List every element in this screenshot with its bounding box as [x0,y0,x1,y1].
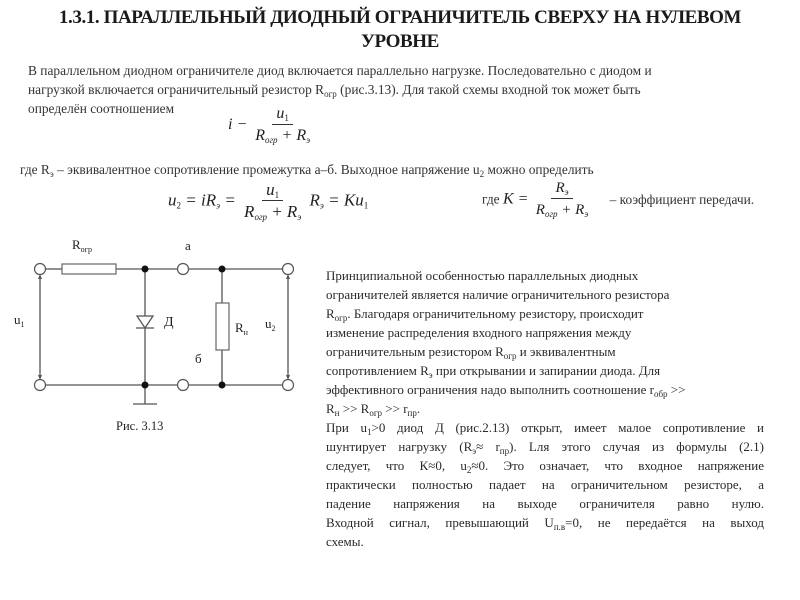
intro-line-1: В параллельном диодном ограничителе диод включается параллельно нагрузке. Последовательно с диодом и [28,63,652,78]
junction-dot [219,382,226,389]
text-line: $R_н >> R_{огр} >> r_{пр}$. [326,401,421,418]
text-line: схемы. [326,534,364,549]
junction-dot [219,266,226,273]
text-line: $R_{огр}$. Благодаря ограничительному резистору, происходит [326,306,644,323]
text-line: Принципиальной особенностью параллельных диодных [326,268,639,283]
text-line: практически полностью падает на ограничительном резисторе, а [326,477,764,492]
right-paragraph-2 [326,418,764,551]
text-line: изменение распределения входного напряжения между [326,325,632,340]
text-line: шунтирует нагрузку $(R_э\approx r_{пр})$. Lля этого случая из формулы (2.1) [326,439,765,456]
terminal-in-top [35,264,46,275]
text-line: эффективного ограничения надо выполнить соотношение $r_{обр}$ >> [326,382,686,399]
text-line: падение напряжения на выходе ограничителя равно нулю. [326,496,764,511]
right-paragraph-1 [326,266,766,418]
intro-line-2: нагрузкой включается ограничительный резистор $R_{огр}$ (рис.3.13). Для такой схемы входной ток может быть [28,82,641,99]
terminal-in-bottom [35,380,46,391]
figure-caption: Рис. 3.13 [116,419,164,433]
junction-dot [142,382,149,389]
terminal-out-bottom [283,380,294,391]
text-line: ограничительным резистором $R_{огр}$ и эквивалентным [326,344,616,361]
title-line-2: УРОВНЕ [361,31,439,52]
resistor-limit-icon [62,264,116,274]
label-r-load: $R_н$ [235,320,248,337]
label-u-out: $u_2$ [265,316,276,333]
text-line: Входной сигнал, превышающий $U_{п.в}=0$, не передаётся на выход [326,515,764,532]
label-u-in: $u_1$ [14,312,25,329]
text-line: ограничителей является наличие ограничительного резистора [326,287,670,302]
resistor-load-icon [216,303,229,350]
formula-current: i − $\frac{u_1}{R_{огр} + R_э}$ [228,104,314,147]
terminal-a [178,264,189,275]
terminal-out-top [283,264,294,275]
label-r-limit: $R_{огр}$ [72,237,92,254]
terminal-b [178,380,189,391]
text-line: следует, что К≈0, $u_2\approx 0$. Это означает, что входное напряжение [326,458,764,475]
fraction: $\frac{u_1}{R_{огр} + R_э}$ [244,180,302,222]
intro-paragraph [28,61,798,118]
fraction: $\frac{R_э}{R_{огр} + R_э}$ [535,180,589,219]
text-line: При $u_1>0$ диод Д (рис.2.13) открыт, имеет малое сопротивление и [326,420,764,437]
label-diode: Д [164,315,174,330]
circuit-diagram [0,230,320,440]
page-title [0,6,800,54]
title-line-1: 1.3.1. ПАРАЛЛЕЛЬНЫЙ ДИОДНЫЙ ОГРАНИЧИТЕЛЬ СВЕРХУ НА НУЛЕВОМ [58,7,742,28]
text-line: сопротивлением $R_э$ при открывании и запирании диода. Для [326,363,661,380]
where-line: где $R_э$ – эквивалентное сопротивление промежутка а–б. Выходное напряжение $u_2$ можно определить [20,162,594,179]
diode-icon [136,316,154,328]
formula-output-voltage: $u_2 = iR_э$ = $\frac{u_1}{R_{огр} + R_э}$ $R_э = Ku_1$ [168,180,369,222]
junction-dot [142,266,149,273]
label-node-b: б [195,351,202,366]
fraction: $\frac{u_1}{R_{огр} + R_э}$ [255,105,311,145]
formula-transfer-coefficient: где K = $\frac{R_э}{R_{огр} + R_э}$ – коэффициент передачи. [482,180,755,219]
intro-line-3: определён соотношением [28,101,175,116]
label-node-a: а [185,238,191,253]
